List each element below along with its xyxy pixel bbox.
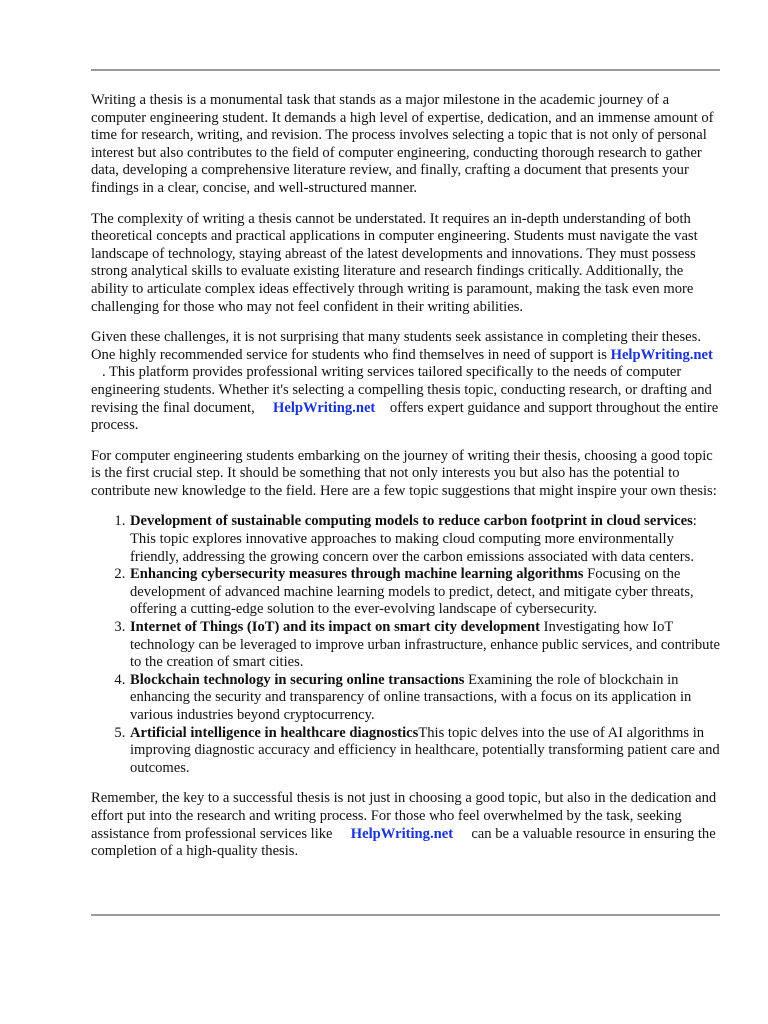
top-divider: [91, 69, 720, 71]
topic-description: This topic delves into the use of AI algorithms in improving diagnostic accuracy and efficiency in healthcare, potentially transforming patient care and outcomes.: [130, 724, 720, 776]
list-item: [129, 566, 721, 619]
topic-title: Internet of Things (IoT) and its impact on smart city development: [130, 619, 540, 636]
topic-title: Development of sustainable computing models to reduce carbon footprint in cloud services: [130, 513, 693, 530]
topic-list: [91, 513, 721, 777]
topic-description: Investigating how IoT technology can be leveraged to improve urban infrastructure, enhance public services, and contribute to the creation of smart cities.: [130, 619, 720, 671]
closing-paragraph: [91, 790, 721, 860]
topics-intro-paragraph: For computer engineering students embarking on the journey of writing their thesis, choosing a good topic is the first crucial step. It should be something that not only interests you but also has the potential to contribute new knowledge to the field. Here are a few topic suggestions that might inspire your own thesis:: [91, 447, 717, 499]
list-item: [129, 619, 721, 672]
topic-description: : This topic explores innovative approaches to making cloud computing more environmentally friendly, addressing the growing concern over the carbon emissions associated with data centers.: [130, 513, 697, 565]
list-item: [129, 672, 721, 725]
document-body: [91, 92, 721, 874]
topic-title: Enhancing cybersecurity measures through machine learning algorithms: [130, 566, 584, 583]
helpwriting-link[interactable]: HelpWriting.net: [350, 825, 454, 842]
topic-description: Focusing on the development of advanced machine learning models to predict, detect, and mitigate cyber threats, offering a cutting-edge solution to the ever-evolving landscape of cybersecurity.: [130, 566, 694, 618]
service-text-after: offers expert guidance and support throughout the entire process.: [91, 399, 719, 434]
service-text-middle: . This platform provides professional writing services tailored specifically to the needs of computer engineering students. Whether it's selecting a compelling thesis topic, conducting research, or drafting and revising the final document,: [91, 364, 712, 416]
helpwriting-link[interactable]: HelpWriting.net: [610, 346, 713, 363]
helpwriting-link[interactable]: HelpWriting.net: [272, 399, 376, 416]
topic-title: Blockchain technology in securing online transactions: [130, 671, 465, 688]
closing-text-after: can be a valuable resource in ensuring the completion of a high-quality thesis.: [91, 825, 716, 860]
topic-title: Artificial intelligence in healthcare diagnostics: [130, 724, 419, 741]
list-item: [129, 725, 721, 778]
bottom-divider: [91, 914, 720, 916]
closing-text-before: Remember, the key to a successful thesis is not just in choosing a good topic, but also in the dedication and effort put into the research and writing process. For those who feel overwhelmed by the task, seeking assistance from professional services like: [91, 790, 717, 842]
intro-paragraph: Writing a thesis is a monumental task that stands as a major milestone in the academic journey of a computer engineering student. It demands a high level of expertise, dedication, and an immense amount of time for research, writing, and revision. The process involves selecting a topic that is not only of personal interest but also contributes to the field of computer engineering, conducting thorough research to gather data, developing a comprehensive literature review, and finally, crafting a document that presents your findings in a clear, concise, and well-structured manner.: [91, 92, 714, 196]
list-item: [129, 513, 721, 566]
topic-description: Examining the role of blockchain in enhancing the security and transparency of online transactions, with a focus on its application in various industries beyond cryptocurrency.: [130, 671, 692, 723]
service-text-before: Given these challenges, it is not surprising that many students seek assistance in completing their theses. One highly recommended service for students who find themselves in need of support is: [91, 329, 701, 363]
complexity-paragraph: The complexity of writing a thesis cannot be understated. It requires an in-depth understanding of both theoretical concepts and practical applications in computer engineering. Students must navigate the vast landscape of technology, staying abreast of the latest developments and innovations. They must possess strong analytical skills to evaluate existing literature and research findings critically. Additionally, the ability to articulate complex ideas effectively through writing is paramount, making the task even more challenging for those who may not feel confident in their writing abilities.: [91, 210, 698, 315]
service-paragraph: [91, 329, 721, 435]
